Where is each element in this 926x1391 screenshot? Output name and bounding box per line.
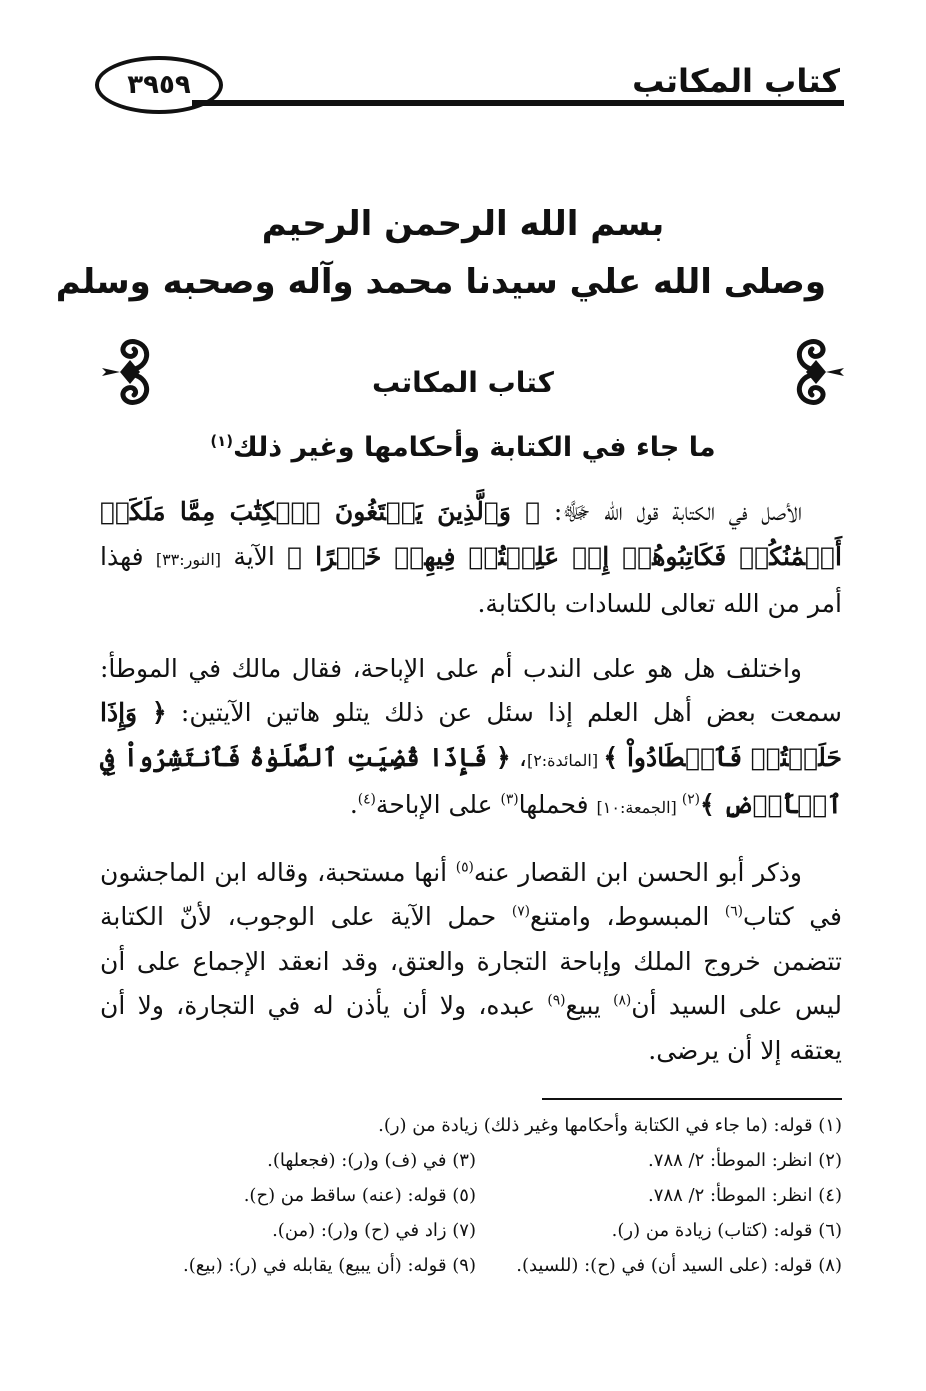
footnote-marker: (٨)	[613, 992, 632, 1009]
footnote: (٨) قوله: (على السيد أن) في (ح): (للسيد).	[516, 1255, 842, 1276]
decorative-ornament-icon	[100, 332, 160, 412]
text-run: الآية	[221, 541, 288, 571]
footnote-row	[100, 1143, 842, 1178]
quran-verse: ﴿ وَٱلَّذِينَ يَبۡتَغُونَ ٱلۡكِتَٰبَ مِمَّا مَلَكَتۡ أَيۡمَٰنُكُمۡ فَكَاتِبُوهُمۡ إِنۡ عَلِمۡتُمۡ فِيهِمۡ خَيۡرًا ﴾	[100, 497, 842, 571]
header-rule	[192, 100, 844, 106]
quran-verse: ﴿ وَإِذَا حَلَلۡتُمۡ فَٱصۡطَادُواْ ﴾	[100, 698, 843, 772]
text-run: يبيع	[565, 991, 614, 1020]
footnote: (٧) زاد في (ح) و(ر): (من).	[272, 1220, 476, 1241]
verse-reference: [النور:٣٣]	[155, 549, 222, 569]
basmala: بسم الله الرحمن الرحيم	[261, 204, 665, 244]
decorative-ornament-icon	[786, 332, 846, 412]
text-run: وذكر أبو الحسن ابن القصار عنه	[473, 857, 802, 887]
text-run: على الإباحة	[375, 790, 501, 819]
footnote: (٤) انظر: الموطأ: ٢/ ٧٨٨.	[648, 1185, 842, 1206]
text-run: واختلف هل هو على الندب أم على الإباحة، فقال مالك في الموطأ: سمعت بعض أهل العلم إذا سئل عن ذلك يتلو هاتين الآيتين:	[100, 653, 842, 727]
footnote-marker: (٥)	[455, 859, 474, 876]
footnote: (١) قوله: (ما جاء في الكتابة وأحكامها وغير ذلك) زيادة من (ر).	[378, 1115, 842, 1136]
page-number: ٣٩٥٩	[95, 56, 223, 114]
footnotes	[100, 1108, 842, 1283]
paragraph	[100, 851, 842, 1074]
footnote-marker: (٦)	[724, 903, 744, 920]
text-run: حمل الآية على الوجوب، لأنّ الكتابة تتضمن خروج الملك وإباحة التجارة والعتق، وقد انعقد الإجماع على أن ليس على السيد أن	[100, 902, 842, 1020]
text-run: فحملها	[518, 790, 597, 819]
footnote-marker: (٤)	[357, 791, 376, 808]
footnote: (٣) في (ف) و(ر): (فجعلها).	[267, 1150, 476, 1171]
footnote-marker: (١)	[210, 432, 234, 450]
footnote-row	[100, 1213, 842, 1248]
footnote-marker: (٢)	[681, 791, 701, 808]
text-run: عبده، ولا أن يأذن له في التجارة، ولا أن يعتقه إلا أن يرضى.	[100, 991, 842, 1065]
section-title-text: ما جاء في الكتابة وأحكامها وغير ذلك	[233, 432, 716, 463]
running-header-title: كتاب المكاتب	[632, 62, 840, 100]
footnote: (٥) قوله: (عنه) ساقط من (ح).	[243, 1185, 476, 1206]
footnote-row	[100, 1178, 842, 1213]
quran-verse: ﴿ فَإِذَا قُضِيَتِ ٱلصَّلَوٰةُ فَٱنتَشِرُواْ فِي ٱلۡأَرۡضِ ﴾	[100, 742, 842, 819]
footnote-row	[100, 1248, 842, 1283]
footnote: (٦) قوله: (كتاب) زيادة من (ر).	[611, 1220, 842, 1241]
footnote: (٩) قوله: (أن يبيع) يقابله في (ر): (بيع).	[182, 1255, 476, 1276]
text-run: الأصل في الكتابة قول الله ﷻ:	[540, 497, 803, 526]
footnote: (٢) انظر: الموطأ: ٢/ ٧٨٨.	[648, 1150, 842, 1171]
footnote-marker: (٣)	[500, 791, 519, 808]
section-title	[120, 432, 806, 463]
salawat: وصلى الله علي سيدنا محمد وآله وصحبه وسلم	[55, 262, 826, 302]
text-run: .	[349, 790, 358, 819]
text-run: فهذا أمر من الله تعالى للسادات بالكتابة.	[100, 541, 842, 618]
footnote-marker: (٧)	[511, 903, 530, 920]
text-run: ،	[510, 742, 527, 772]
paragraph	[100, 647, 842, 831]
footnote-marker: (٩)	[547, 992, 566, 1009]
text-run: المبسوط، وامتنع	[529, 902, 725, 931]
paragraph	[100, 490, 842, 627]
chapter-title: كتاب المكاتب	[372, 366, 554, 399]
body-text	[100, 490, 842, 1093]
text-run: أنها مستحبة، وقاله ابن الماجشون في كتاب	[100, 857, 842, 931]
verse-reference: [الجمعة:١٠]	[596, 798, 682, 817]
verse-reference: [المائدة:٢]	[526, 750, 604, 770]
footnote-separator	[542, 1098, 842, 1100]
